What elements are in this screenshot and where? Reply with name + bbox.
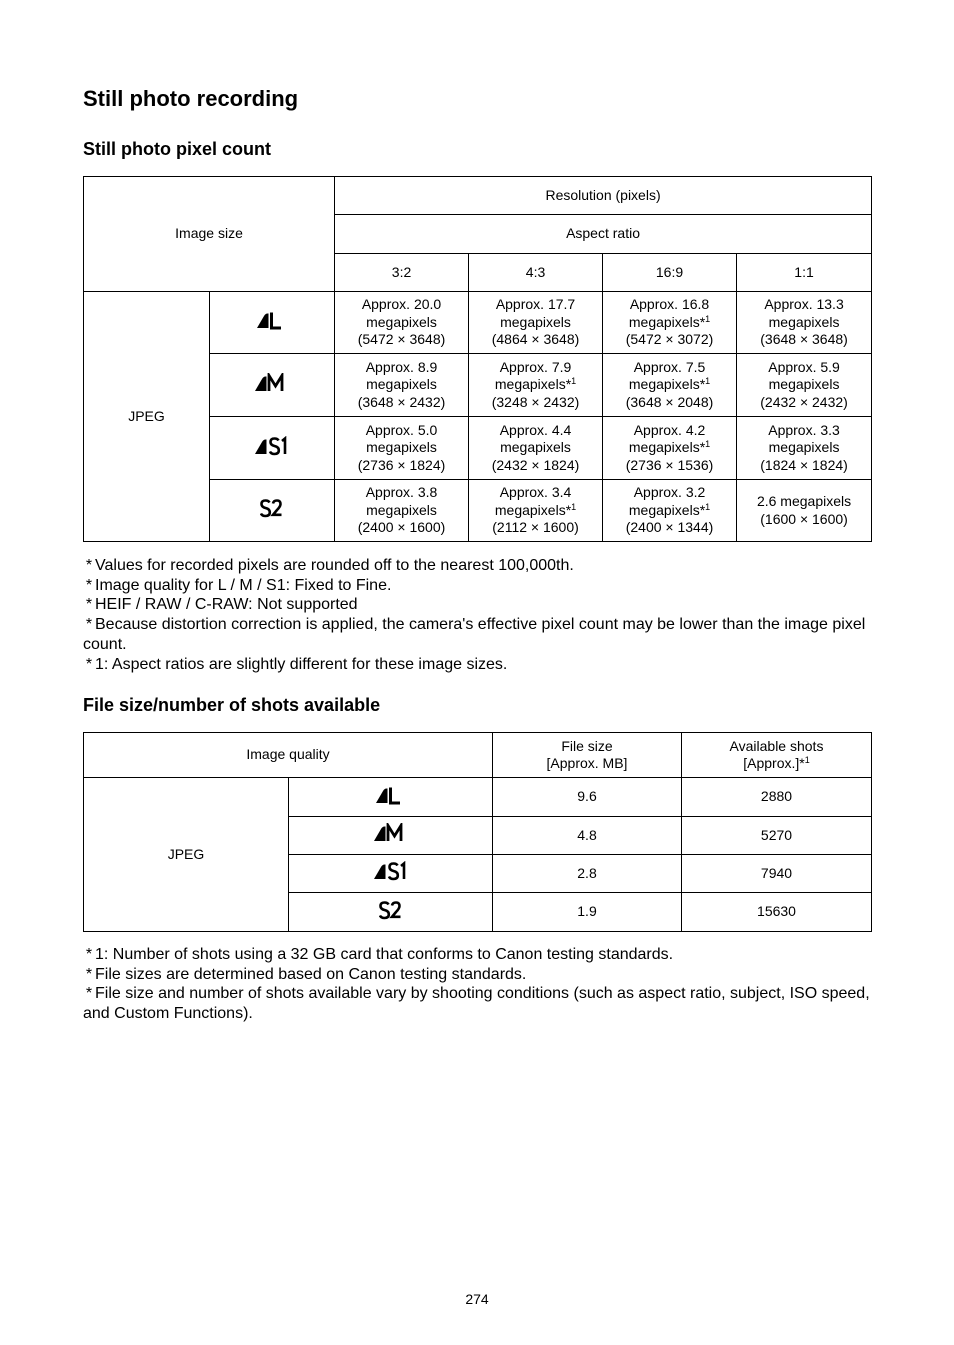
resolution-line3: (2112 × 1600) bbox=[492, 519, 579, 536]
note-marker: * bbox=[85, 965, 93, 983]
resolution-line2: megapixels* bbox=[628, 439, 706, 456]
file-size-table bbox=[83, 732, 872, 932]
large-quality-icon bbox=[257, 310, 287, 330]
note-text: Because distortion correction is applied, the camera's effective pixel count may be lower than the image pixel count. bbox=[83, 616, 866, 653]
resolution-line3: (5472 × 3072) bbox=[625, 331, 714, 348]
note-marker: * bbox=[85, 985, 93, 1003]
available-shots-value: 5270 bbox=[682, 817, 872, 855]
quality-icon-cell bbox=[289, 893, 493, 932]
pixel-count-heading: Still photo pixel count bbox=[83, 139, 271, 159]
resolution-line3: (2400 × 1344) bbox=[625, 519, 714, 536]
small1-quality-icon bbox=[255, 436, 289, 456]
small2-quality-icon bbox=[260, 498, 284, 518]
resolution-line1: Approx. 3.3 bbox=[768, 421, 840, 438]
resolution-line1: Approx. 3.2 bbox=[633, 484, 706, 501]
resolution-cell bbox=[737, 292, 872, 354]
note-text: Values for recorded pixels are rounded off to the nearest 100,000th. bbox=[95, 557, 574, 574]
page-number: 274 bbox=[465, 1291, 489, 1307]
note-item bbox=[83, 655, 873, 675]
jpeg-group-label: JPEG bbox=[84, 778, 289, 932]
resolution-line3: (2432 × 1824) bbox=[491, 456, 580, 473]
resolution-cell bbox=[335, 292, 469, 354]
resolution-line1: 2.6 megapixels bbox=[756, 493, 852, 509]
available-shots-header bbox=[682, 733, 872, 778]
resolution-cell bbox=[603, 480, 737, 542]
resolution-line2: megapixels bbox=[768, 313, 840, 330]
resolution-cell bbox=[469, 292, 603, 354]
file-size-value: 2.8 bbox=[493, 855, 682, 893]
page-title: Still photo recording bbox=[83, 86, 299, 111]
image-size-header: Image size bbox=[84, 177, 335, 292]
resolution-cell bbox=[335, 417, 469, 480]
resolution-line2: megapixels* bbox=[628, 501, 706, 518]
resolution-line1: Approx. 5.9 bbox=[768, 358, 840, 375]
note-item bbox=[83, 556, 873, 576]
shots-header-line1: Available shots bbox=[729, 737, 824, 754]
resolution-line2: megapixels bbox=[366, 376, 437, 393]
resolution-line2: megapixels bbox=[500, 313, 571, 330]
file-size-heading: File size/number of shots available bbox=[83, 695, 381, 715]
file-size-notes bbox=[83, 945, 873, 1024]
ratio-header-3-2: 3:2 bbox=[335, 254, 469, 292]
resolution-line1: Approx. 7.5 bbox=[633, 358, 706, 375]
resolution-cell bbox=[737, 417, 872, 480]
resolution-line3: (2432 × 2432) bbox=[760, 393, 848, 410]
resolution-line1: Approx. 7.9 bbox=[499, 358, 572, 375]
file-size-header-line2: [Approx. MB] bbox=[546, 755, 628, 771]
large-quality-icon bbox=[376, 785, 406, 805]
shots-header-line2: [Approx.]* bbox=[743, 755, 805, 771]
resolution-line2: (1600 × 1600) bbox=[760, 510, 848, 527]
pixel-count-table bbox=[83, 176, 872, 542]
note-marker: * bbox=[85, 596, 93, 614]
resolution-cell bbox=[603, 292, 737, 354]
note-marker: * bbox=[85, 557, 93, 574]
resolution-line2: megapixels bbox=[768, 439, 840, 456]
quality-icon-cell bbox=[289, 778, 493, 817]
resolution-line1: Approx. 13.3 bbox=[764, 296, 844, 313]
resolution-line1: Approx. 3.8 bbox=[365, 484, 438, 501]
resolution-cell bbox=[737, 354, 872, 417]
quality-icon-cell bbox=[289, 855, 493, 893]
resolution-line1: Approx. 4.4 bbox=[499, 421, 572, 438]
resolution-line3: (3648 × 2048) bbox=[625, 393, 714, 410]
quality-icon-cell bbox=[210, 417, 335, 480]
note-text: HEIF / RAW / C-RAW: Not supported bbox=[95, 596, 358, 614]
jpeg-group-label: JPEG bbox=[84, 292, 210, 542]
note-item bbox=[83, 615, 873, 654]
resolution-line2: megapixels* bbox=[494, 501, 572, 518]
resolution-line2: megapixels bbox=[366, 439, 437, 456]
resolution-line1: Approx. 16.8 bbox=[629, 296, 710, 313]
footnote-ref: 1 bbox=[571, 501, 577, 512]
resolution-header: Resolution (pixels) bbox=[335, 177, 872, 215]
small1-quality-icon bbox=[374, 861, 408, 881]
quality-icon-cell bbox=[289, 817, 493, 855]
resolution-line2: megapixels bbox=[500, 439, 571, 456]
resolution-cell bbox=[603, 354, 737, 417]
resolution-cell bbox=[335, 354, 469, 417]
resolution-line2: megapixels* bbox=[628, 313, 706, 330]
resolution-cell bbox=[469, 480, 603, 542]
resolution-line1: Approx. 17.7 bbox=[495, 296, 576, 313]
resolution-line1: Approx. 8.9 bbox=[365, 358, 438, 375]
resolution-line1: Approx. 4.2 bbox=[633, 421, 706, 438]
pixel-count-notes bbox=[83, 556, 873, 674]
resolution-line2: megapixels* bbox=[494, 376, 572, 393]
shots-header-footnote-ref: 1 bbox=[804, 755, 810, 765]
resolution-line3: (3648 × 2432) bbox=[357, 393, 446, 410]
footnote-ref: 1 bbox=[705, 501, 711, 512]
resolution-line1: Approx. 20.0 bbox=[361, 296, 442, 313]
small2-quality-icon bbox=[379, 900, 403, 920]
quality-icon-cell bbox=[210, 292, 335, 354]
resolution-line3: (3648 × 3648) bbox=[760, 331, 848, 348]
note-text: Image quality for L / M / S1: Fixed to Fine. bbox=[95, 576, 392, 594]
resolution-line2: megapixels bbox=[366, 501, 437, 518]
note-item bbox=[83, 965, 873, 985]
note-text: File sizes are determined based on Canon testing standards. bbox=[95, 965, 527, 983]
resolution-cell bbox=[469, 417, 603, 480]
resolution-line1: Approx. 5.0 bbox=[365, 421, 438, 438]
ratio-header-16-9: 16:9 bbox=[603, 254, 737, 292]
resolution-line3: (4864 × 3648) bbox=[491, 331, 580, 348]
file-size-value: 9.6 bbox=[493, 778, 682, 817]
available-shots-value: 7940 bbox=[682, 855, 872, 893]
note-item bbox=[83, 595, 873, 615]
footnote-ref: 1 bbox=[705, 376, 711, 387]
file-size-value: 1.9 bbox=[493, 893, 682, 932]
aspect-ratio-header: Aspect ratio bbox=[335, 215, 872, 254]
resolution-line2: megapixels bbox=[366, 313, 437, 330]
resolution-line3: (2400 × 1600) bbox=[357, 519, 446, 536]
image-quality-header: Image quality bbox=[84, 733, 493, 778]
resolution-line3: (5472 × 3648) bbox=[357, 331, 446, 348]
note-text: 1: Aspect ratios are slightly different for these image sizes. bbox=[95, 655, 508, 673]
ratio-header-4-3: 4:3 bbox=[469, 254, 603, 292]
available-shots-value: 15630 bbox=[682, 893, 872, 932]
medium-quality-icon bbox=[374, 823, 408, 843]
note-text: File size and number of shots available vary by shooting conditions (such as aspect ratio, subject, ISO speed, and Custom Functions). bbox=[83, 985, 870, 1023]
resolution-line3: (3248 × 2432) bbox=[491, 393, 580, 410]
note-item bbox=[83, 945, 873, 965]
footnote-ref: 1 bbox=[705, 313, 711, 324]
file-size-header bbox=[493, 733, 682, 778]
note-marker: * bbox=[85, 655, 93, 673]
footnote-ref: 1 bbox=[571, 376, 577, 387]
footnote-ref: 1 bbox=[705, 439, 711, 450]
note-item bbox=[83, 576, 873, 596]
file-size-value: 4.8 bbox=[493, 817, 682, 855]
resolution-cell bbox=[603, 417, 737, 480]
resolution-line2: megapixels bbox=[768, 376, 840, 393]
resolution-line2: megapixels* bbox=[628, 376, 706, 393]
ratio-header-1-1: 1:1 bbox=[737, 254, 872, 292]
file-size-header-line1: File size bbox=[561, 737, 613, 754]
file-size-row bbox=[84, 778, 872, 817]
quality-icon-cell bbox=[210, 480, 335, 542]
resolution-line3: (2736 × 1824) bbox=[357, 456, 446, 473]
resolution-line1: Approx. 3.4 bbox=[499, 484, 572, 501]
medium-quality-icon bbox=[255, 373, 289, 393]
resolution-cell bbox=[737, 480, 872, 542]
note-marker: * bbox=[85, 946, 93, 963]
resolution-line3: (2736 × 1536) bbox=[625, 456, 714, 473]
resolution-cell bbox=[469, 354, 603, 417]
note-text: 1: Number of shots using a 32 GB card that conforms to Canon testing standards. bbox=[95, 946, 674, 963]
note-marker: * bbox=[85, 616, 93, 634]
quality-icon-cell bbox=[210, 354, 335, 417]
note-item bbox=[83, 984, 873, 1023]
note-marker: * bbox=[85, 576, 93, 594]
pixel-row bbox=[84, 292, 872, 354]
available-shots-value: 2880 bbox=[682, 778, 872, 817]
resolution-line3: (1824 × 1824) bbox=[760, 456, 848, 473]
resolution-cell bbox=[335, 480, 469, 542]
